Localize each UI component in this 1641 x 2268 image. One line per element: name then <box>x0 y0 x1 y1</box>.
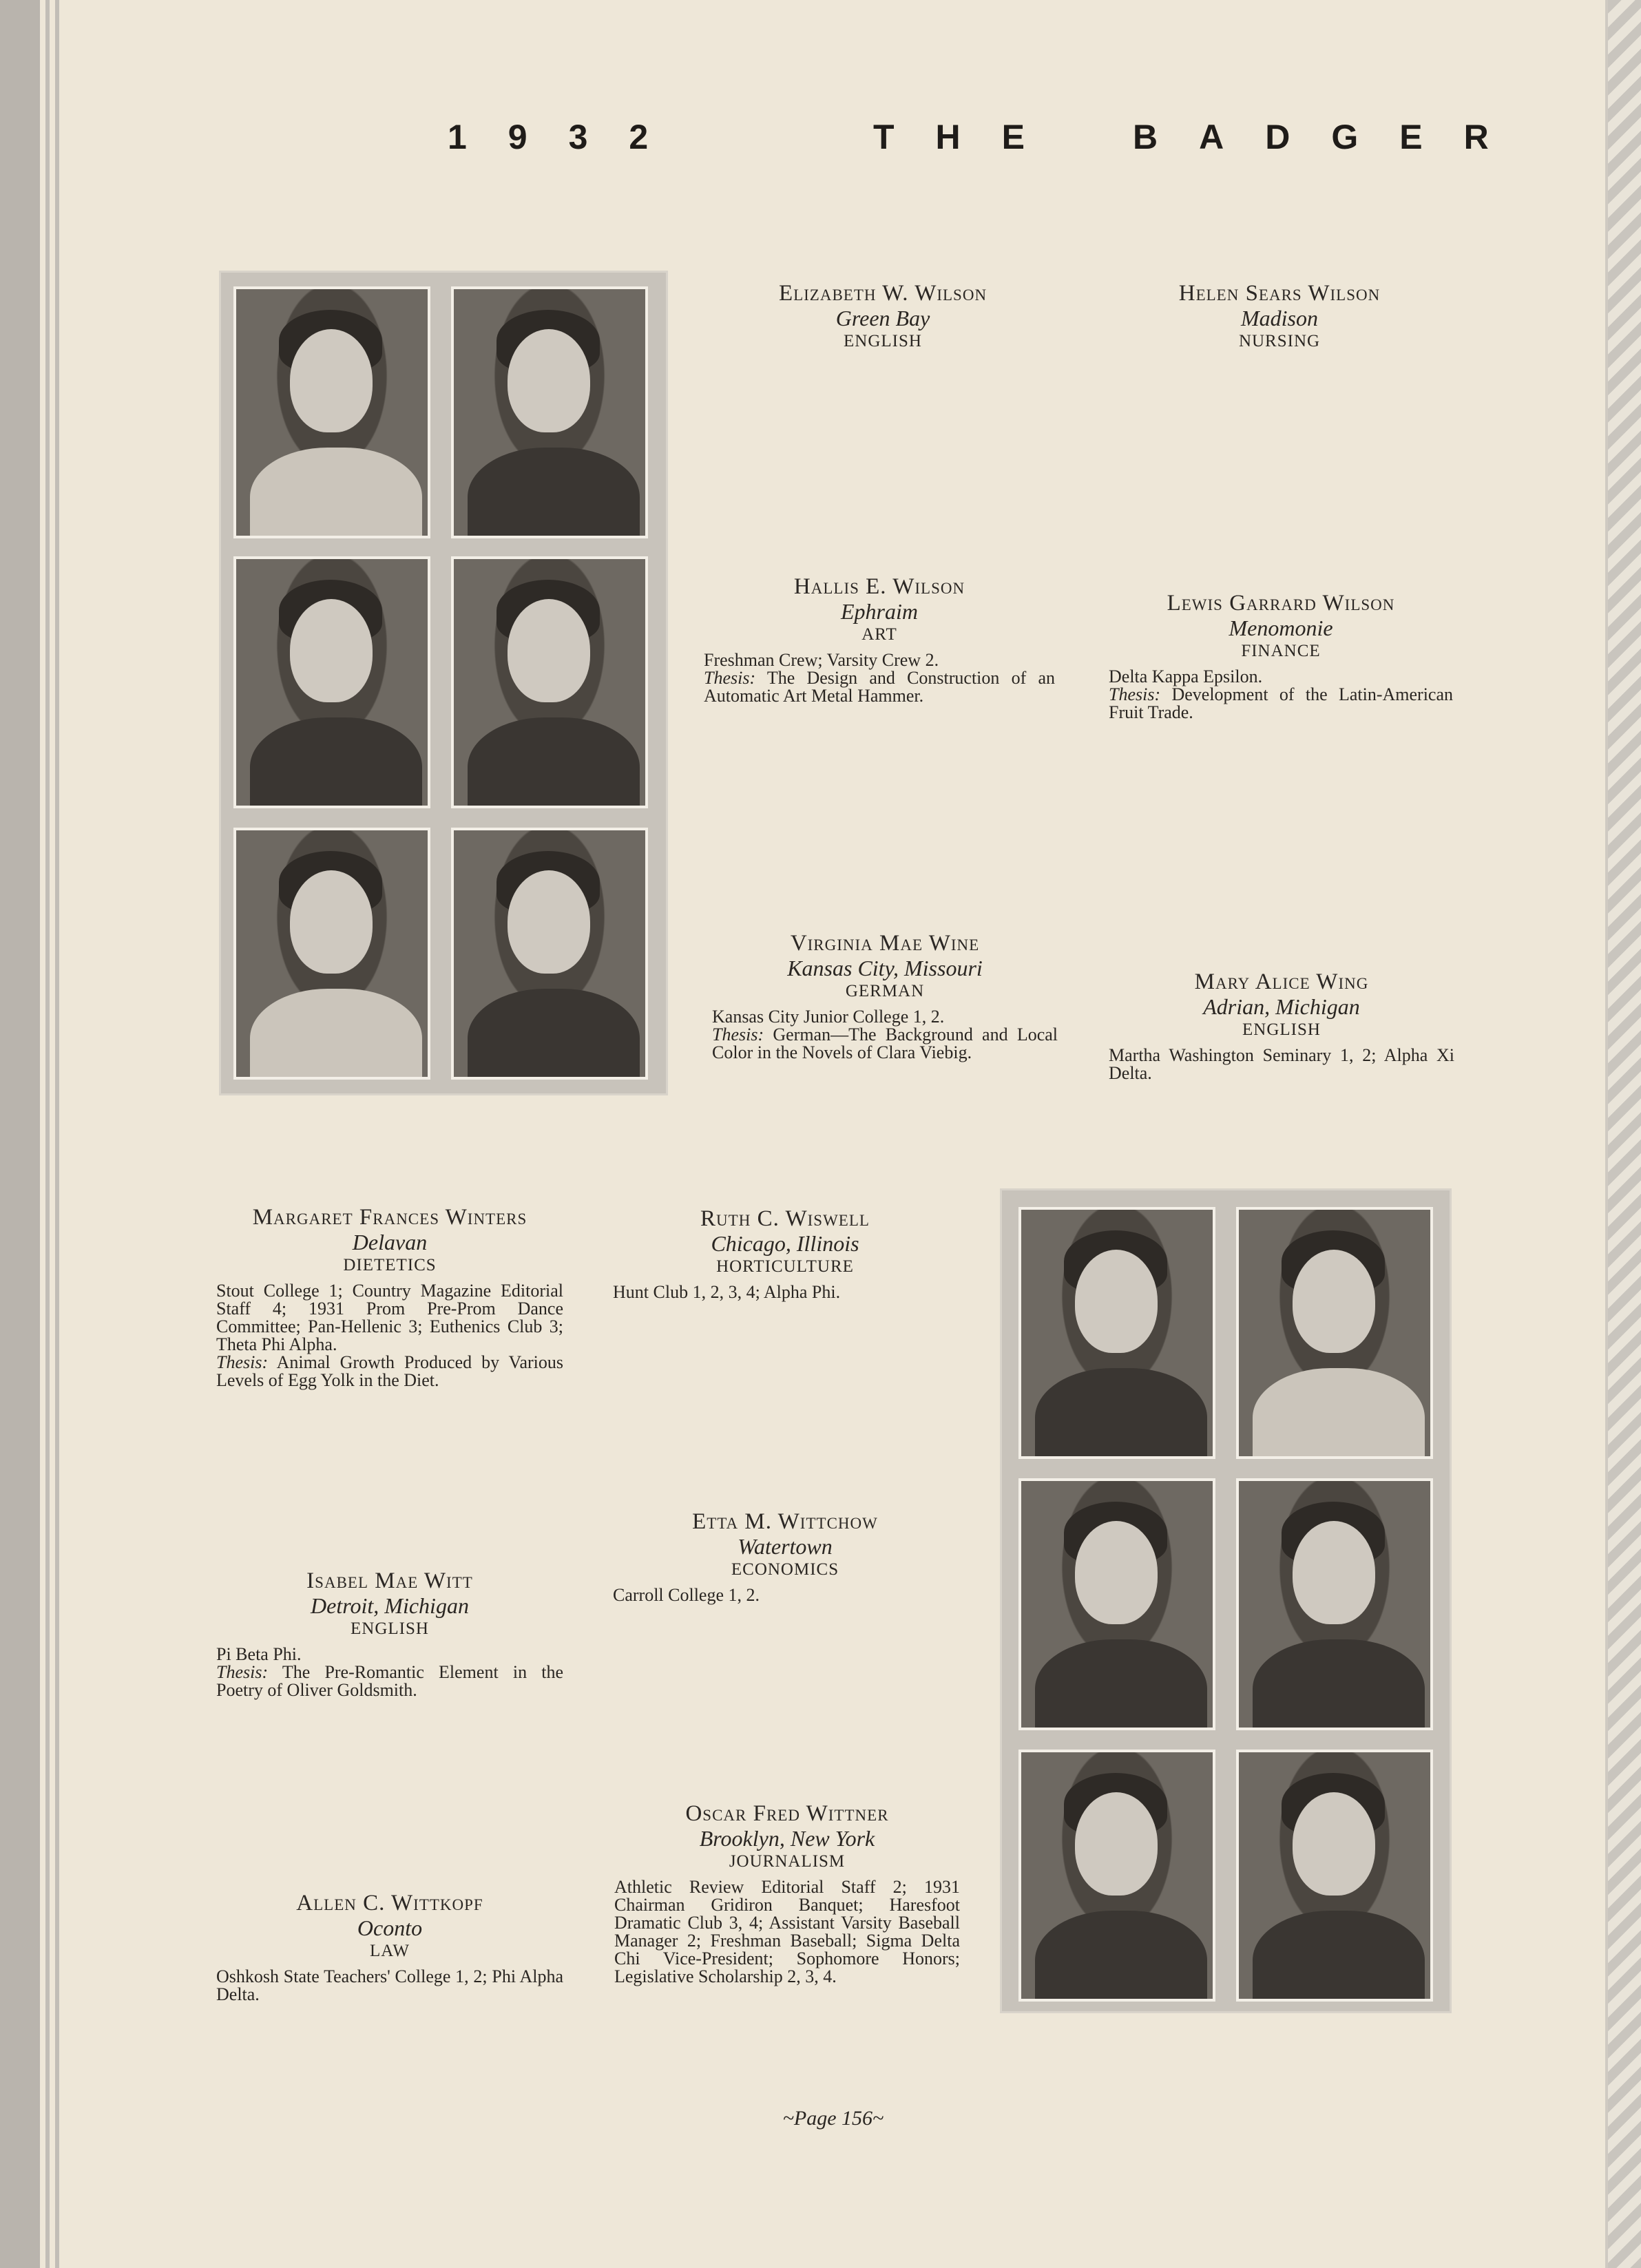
left-edge-line <box>55 0 59 2268</box>
portrait-photo <box>233 286 430 538</box>
entry-dept: ENGLISH <box>351 1619 429 1638</box>
thesis-label: Thesis: <box>216 1662 269 1682</box>
portrait-photo <box>233 828 430 1080</box>
entry-name: Margaret Frances Winters <box>252 1205 527 1230</box>
entry-city: Kansas City, Missouri <box>787 956 983 980</box>
entry-city: Menomonie <box>1229 616 1333 640</box>
portrait-photo <box>1236 1478 1433 1730</box>
thesis-text: German—The Background and Local Color in the Novels of Clara Viebig. <box>712 1025 1058 1062</box>
entry-city: Chicago, Illinois <box>711 1231 859 1256</box>
portrait-photo <box>1018 1750 1215 2002</box>
thesis-text: The Pre-Romantic Element in the Poetry of Oliver Goldsmith. <box>216 1662 564 1700</box>
entry-activities: Pi Beta Phi. <box>216 1644 302 1664</box>
entry-name: Mary Alice Wing <box>1194 969 1369 994</box>
entry-dept: FINANCE <box>1241 642 1321 660</box>
photo-panel-bottom <box>1000 1188 1452 2013</box>
entry-thesis <box>1109 686 1453 722</box>
entry-thesis <box>712 1026 1058 1062</box>
entry-city: Watertown <box>738 1534 833 1559</box>
entry-city: Delavan <box>352 1230 428 1254</box>
header-badger: BADGER <box>1133 118 1530 156</box>
thesis-label: Thesis: <box>1109 684 1161 704</box>
entry-activities: Stout College 1; Country Magazine Editorial Staff 4; 1931 Prom Pre-Prom Dance Committee; Pan-Hellenic 3; Euthenics Club 3; Theta Phi Alpha. <box>216 1281 563 1354</box>
senior-entry <box>712 931 1058 1062</box>
portrait-photo <box>1018 1478 1215 1730</box>
portrait-photo <box>1018 1207 1215 1459</box>
entry-name: Isabel Mae Witt <box>306 1568 473 1593</box>
senior-entry <box>704 574 1055 705</box>
thesis-label: Thesis: <box>704 668 756 688</box>
entry-thesis <box>216 1354 563 1389</box>
entry-city: Adrian, Michigan <box>1203 994 1360 1019</box>
entry-activities: Carroll College 1, 2. <box>613 1585 760 1605</box>
entry-city: Detroit, Michigan <box>311 1593 469 1618</box>
entry-thesis <box>216 1663 563 1699</box>
senior-entry <box>216 1205 563 1389</box>
entry-dept: DIETETICS <box>343 1256 437 1274</box>
entry-activities: Freshman Crew; Varsity Crew 2. <box>704 650 939 670</box>
entry-name: Ruth C. Wiswell <box>700 1206 870 1231</box>
entry-name: Etta M. Wittchow <box>692 1509 878 1534</box>
entry-name: Lewis Garrard Wilson <box>1167 591 1395 616</box>
thesis-text: The Design and Construction of an Automatic Art Metal Hammer. <box>704 668 1055 706</box>
left-page-edge <box>0 0 40 2268</box>
portrait-photo <box>451 556 648 808</box>
entry-name: Oscar Fred Wittner <box>685 1801 889 1826</box>
right-page-edge <box>1608 0 1641 2268</box>
entry-dept: ECONOMICS <box>731 1560 839 1579</box>
entry-city: Madison <box>1241 306 1318 330</box>
senior-entry <box>613 1206 957 1301</box>
portrait-photo <box>233 556 430 808</box>
entry-name: Allen C. Wittkopf <box>296 1891 483 1915</box>
entry-dept: ART <box>861 625 897 644</box>
portrait-photo <box>451 286 648 538</box>
entry-dept: ENGLISH <box>844 332 922 350</box>
senior-entry <box>704 281 1062 358</box>
portrait-photo <box>451 828 648 1080</box>
entry-activities: Delta Kappa Epsilon. <box>1109 666 1263 686</box>
thesis-text: Animal Growth Produced by Various Levels of Egg Yolk in the Diet. <box>216 1352 563 1390</box>
senior-entry <box>1100 281 1459 358</box>
senior-entry <box>1109 969 1454 1082</box>
entry-city: Brooklyn, New York <box>699 1826 875 1851</box>
entry-name: Hallis E. Wilson <box>793 574 965 599</box>
portrait-photo <box>1236 1207 1433 1459</box>
entry-dept: LAW <box>370 1942 410 1960</box>
header-year: 1932 <box>448 118 690 156</box>
page-number: ~Page 156~ <box>782 2107 884 2130</box>
left-edge-line <box>45 0 50 2268</box>
entry-dept: ENGLISH <box>1242 1020 1321 1039</box>
photo-panel-top <box>219 271 668 1095</box>
entry-activities: Hunt Club 1, 2, 3, 4; Alpha Phi. <box>613 1282 841 1302</box>
thesis-label: Thesis: <box>216 1352 269 1372</box>
senior-entry <box>613 1509 957 1604</box>
entry-activities: Oshkosh State Teachers' College 1, 2; Phi Alpha Delta. <box>216 1966 563 2004</box>
header-the: THE <box>873 118 1066 156</box>
entry-activities: Athletic Review Editorial Staff 2; 1931 Chairman Gridiron Banquet; Haresfoot Dramatic Club 3, 4; Assistant Varsity Baseball Manager 2; Freshman Baseball; Sigma Delta Chi Vice-President; Sophomore Honors; Legislative Scholarship 2, 3, 4. <box>614 1877 960 1986</box>
entry-activities: Martha Washington Seminary 1, 2; Alpha Xi Delta. <box>1109 1045 1454 1083</box>
entry-dept: GERMAN <box>845 982 925 1000</box>
right-edge-line <box>1605 0 1608 2268</box>
senior-entry <box>1109 591 1453 722</box>
senior-entry <box>216 1891 563 2004</box>
entry-dept: JOURNALISM <box>729 1852 846 1871</box>
thesis-text: Development of the Latin-American Fruit Trade. <box>1109 684 1453 722</box>
entry-city: Oconto <box>357 1915 423 1940</box>
thesis-label: Thesis: <box>712 1025 764 1044</box>
senior-entry <box>614 1801 960 1986</box>
entry-name: Virginia Mae Wine <box>790 931 980 956</box>
entry-thesis <box>704 669 1055 705</box>
entry-dept: NURSING <box>1238 332 1321 350</box>
entry-name: Helen Sears Wilson <box>1178 281 1381 306</box>
entry-dept: HORTICULTURE <box>716 1257 854 1276</box>
entry-activities: Kansas City Junior College 1, 2. <box>712 1007 945 1027</box>
entry-name: Elizabeth W. Wilson <box>778 281 987 306</box>
senior-entry <box>216 1568 563 1699</box>
entry-city: Ephraim <box>841 599 918 624</box>
portrait-photo <box>1236 1750 1433 2002</box>
entry-city: Green Bay <box>835 306 930 330</box>
